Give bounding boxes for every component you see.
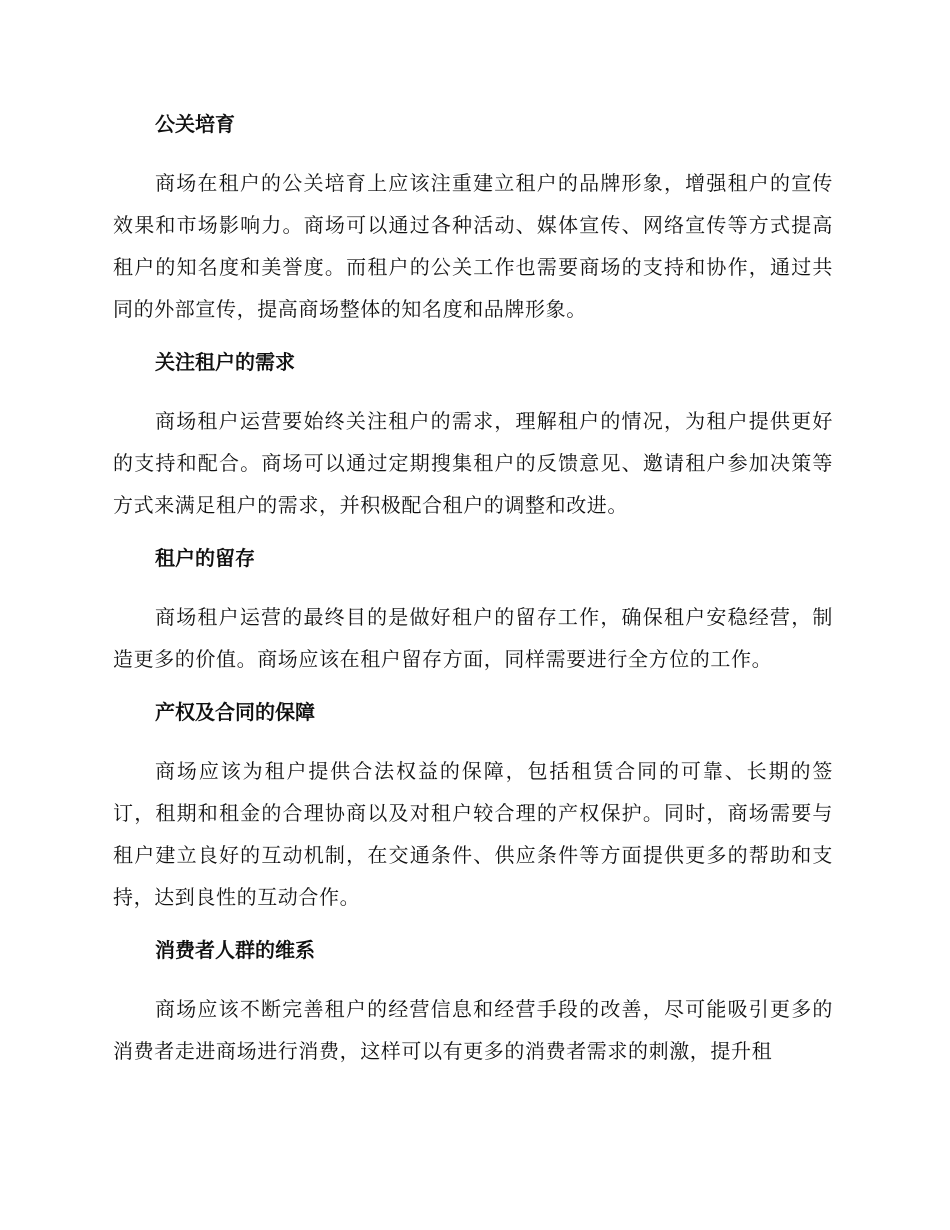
section-heading-tenant-needs: 关注租户的需求: [155, 350, 295, 374]
section-heading-consumer-retention: 消费者人群的维系: [155, 938, 315, 962]
section-heading-property-contract: 产权及合同的保障: [155, 700, 315, 724]
section-paragraph-pr: 商场在租户的公关培育上应该注重建立租户的品牌形象，增强租户的宣传效果和市场影响力。商场可以通过各种活动、媒体宣传、网络宣传等方式提高租户的知名度和美誉度。而租户的公关工作也需要商场的支持和协作，通过共同的外部宣传，提高商场整体的知名度和品牌形象。: [113, 171, 833, 321]
section-paragraph-consumer-retention: 商场应该不断完善租户的经营信息和经营手段的改善，尽可能吸引更多的消费者走进商场进行消费，这样可以有更多的消费者需求的刺激，提升租: [113, 997, 833, 1063]
section-paragraph-tenant-needs: 商场租户运营要始终关注租户的需求，理解租户的情况，为租户提供更好的支持和配合。商场可以通过定期搜集租户的反馈意见、邀请租户参加决策等方式来满足租户的需求，并积极配合租户的调整和改进。: [113, 409, 833, 517]
section-paragraph-property-contract: 商场应该为租户提供合法权益的保障，包括租赁合同的可靠、长期的签订，租期和租金的合理协商以及对租户较合理的产权保护。同时，商场需要与租户建立良好的互动机制，在交通条件、供应条件等方面提供更多的帮助和支持，达到良性的互动合作。: [113, 759, 833, 909]
section-heading-tenant-retention: 租户的留存: [155, 546, 255, 570]
section-paragraph-tenant-retention: 商场租户运营的最终目的是做好租户的留存工作，确保租户安稳经营，制造更多的价值。商场应该在租户留存方面，同样需要进行全方位的工作。: [113, 605, 833, 671]
document-body: [113, 108, 833, 1088]
section-heading-pr: 公关培育: [155, 112, 235, 136]
